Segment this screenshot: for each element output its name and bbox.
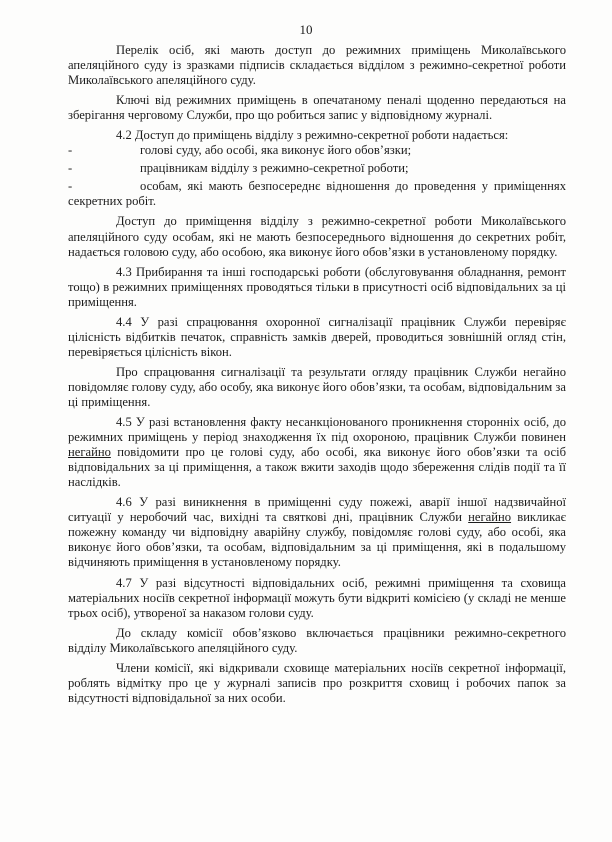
paragraph: Доступ до приміщення відділу з режимно-секретної роботи Миколаївського апеляційного суду особам, які не мають безпосереднього відношення до секретних робіт, надається головою суду, або особою, яка виконує його обов’язки в установленому порядку. [68,214,566,259]
list-item [68,161,566,176]
list-item-text: голові суду, або особі, яка виконує його обов’язки; [140,143,412,158]
list-item [68,143,566,158]
paragraph: До складу комісії обов’язково включається працівники режимно-секретного відділу Миколаївського апеляційного суду. [68,625,566,655]
list-item [68,179,566,209]
paragraph: Члени комісії, які відкривали сховище матеріальних носіїв секретної інформації, роблять відмітку про це у журналі записів про розкриття сховищ і робочих папок за відсутності відповідальної за них особи. [68,660,566,705]
list-marker: - [68,179,73,194]
paragraph: 4.4 У разі спрацювання охоронної сигналізації працівник Служби перевіряє цілісність відбитків печаток, справність замків дверей, проводиться зовнішній огляд стін, перевіряється цілісність вікон. [68,314,566,359]
list-marker: - [68,143,73,158]
paragraph-text: 4.6 У разі виникнення в приміщенні суду пожежі, аварії іншої надзвичайної ситуації у неробочий час, вихідні та святкові дні, працівник Служби [68,495,566,525]
paragraph-text: викликає пожежну команду чи відповідну аварійну службу, повідомляє голові суду, або особі, яка виконує його обов’язки, та особам, відповідальним за ці приміщення, які в подальшому відчиняють приміщення в установленому порядку. [68,510,566,570]
paragraph-text: повідомити про це голові суду, або особі, яка виконує його обов’язки та осіб відповідальних за ці приміщення, а також вжити заходів щодо збереження слідів події та її наслідків. [68,445,566,490]
page-number: 10 [299,22,313,37]
list-marker: - [68,161,73,176]
paragraph [68,495,566,570]
paragraph: Про спрацювання сигналізації та результати огляду працівник Служби негайно повідомляє голову суду, або особу, яка виконує його обов’язки, та особам, відповідальним за ці приміщення. [68,364,566,409]
underlined-word: негайно [68,445,111,460]
underlined-word: негайно [468,510,512,525]
document-body [68,43,566,706]
paragraph: 4.7 У разі відсутності відповідальних осіб, режимні приміщення та сховища матеріальних носіїв секретної інформації можуть бути відкриті комісією (у складі не менше трьох осіб), утвореної за наказом голови суду. [68,575,566,620]
paragraph: 4.3 Прибирання та інші господарські роботи (обслуговування обладнання, ремонт тощо) в режимних приміщеннях проводяться тільки в присутності осіб відповідальних за ці приміщення. [68,264,566,309]
list-item-text: особам, які мають безпосереднє відношення до проведення у приміщеннях секретних робіт. [68,179,566,209]
paragraph: Перелік осіб, які мають доступ до режимних приміщень Миколаївського апеляційного суду із зразками підписів складається відділом з режимно-секретної роботи Миколаївського апеляційного суду. [68,43,566,88]
paragraph [68,415,566,490]
paragraph: 4.2 Доступ до приміщень відділу з режимно-секретної роботи надається: [116,128,509,143]
paragraph: Ключі від режимних приміщень в опечатаному пеналі щоденно передаються на зберігання черговому Служби, про що робиться запис у відповідному журналі. [68,93,566,123]
paragraph-text: 4.5 У разі встановлення факту несанкціонованого проникнення сторонніх осіб, до режимних приміщень у період знаходження їх під охороною, працівник Служби повинен [68,415,566,445]
list-item-text: працівникам відділу з режимно-секретної роботи; [140,161,409,176]
